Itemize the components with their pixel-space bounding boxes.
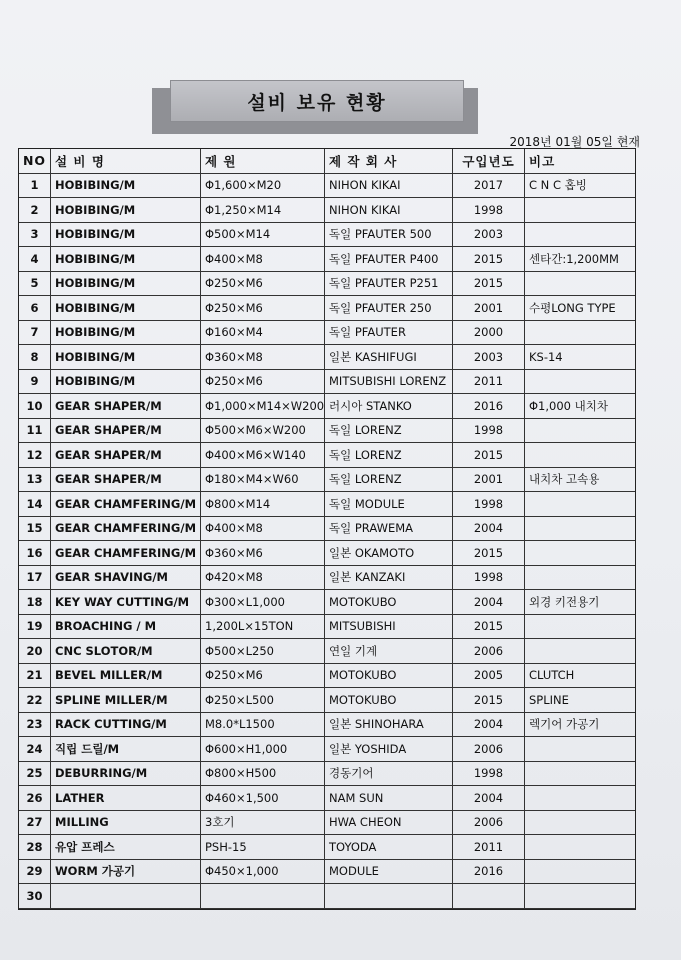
cell-year: 2003 [453,345,525,370]
cell-year: 2017 [453,174,525,199]
cell-name: DEBURRING/M [51,762,201,787]
cell-year: 1998 [453,198,525,223]
cell-maker: MOTOKUBO [325,590,453,615]
cell-year: 2000 [453,321,525,346]
cell-name: RACK CUTTING/M [51,713,201,738]
cell-year: 2015 [453,615,525,640]
cell-spec: Φ250×M6 [201,664,325,689]
cell-note [525,811,635,836]
cell-spec: Φ800×M14 [201,492,325,517]
cell-maker: NIHON KIKAI [325,174,453,199]
cell-note [525,223,635,248]
cell-note: 센타간:1,200MM [525,247,635,272]
cell-maker: NIHON KIKAI [325,198,453,223]
cell-maker: 독일 LORENZ [325,468,453,493]
banner-face [170,80,464,122]
cell-year: 2015 [453,443,525,468]
cell-maker: MITSUBISHI LORENZ [325,370,453,395]
cell-note: 수평LONG TYPE [525,296,635,321]
cell-name: LATHER [51,786,201,811]
cell-year: 2016 [453,394,525,419]
cell-no: 22 [19,688,51,713]
cell-spec: M8.0*L1500 [201,713,325,738]
cell-no: 5 [19,272,51,297]
cell-spec: Φ600×H1,000 [201,737,325,762]
header-year: 구입년도 [453,149,525,174]
cell-spec [201,884,325,909]
cell-spec: Φ400×M8 [201,517,325,542]
cell-note: C N C 홉빙 [525,174,635,199]
cell-maker: MITSUBISHI [325,615,453,640]
cell-spec: Φ300×L1,000 [201,590,325,615]
cell-spec: Φ360×M6 [201,541,325,566]
cell-year: 1998 [453,419,525,444]
cell-spec: 3호기 [201,811,325,836]
cell-name: HOBIBING/M [51,247,201,272]
cell-year: 2015 [453,541,525,566]
cell-note [525,492,635,517]
title-banner [152,80,478,134]
cell-maker: 연일 기계 [325,639,453,664]
cell-year [453,884,525,909]
cell-name: GEAR SHAPER/M [51,419,201,444]
cell-spec: Φ250×L500 [201,688,325,713]
cell-year: 1998 [453,566,525,591]
cell-name: HOBIBING/M [51,345,201,370]
cell-spec: Φ500×L250 [201,639,325,664]
cell-maker: 일본 SHINOHARA [325,713,453,738]
cell-name: HOBIBING/M [51,321,201,346]
cell-name [51,884,201,909]
cell-spec: Φ400×M6×W140 [201,443,325,468]
cell-maker: TOYODA [325,835,453,860]
header-no: NO [19,149,51,174]
cell-name: BROACHING / M [51,615,201,640]
cell-spec: Φ400×M8 [201,247,325,272]
cell-name: HOBIBING/M [51,272,201,297]
cell-maker: 경동기어 [325,762,453,787]
cell-maker: MODULE [325,860,453,885]
cell-no: 21 [19,664,51,689]
cell-no: 20 [19,639,51,664]
cell-no: 6 [19,296,51,321]
as-of-date: 2018년 01월 05일 현재 [509,135,640,149]
cell-no: 28 [19,835,51,860]
cell-no: 25 [19,762,51,787]
cell-name: GEAR SHAPER/M [51,468,201,493]
cell-maker: 일본 KASHIFUGI [325,345,453,370]
cell-spec: Φ160×M4 [201,321,325,346]
cell-spec: Φ250×M6 [201,296,325,321]
cell-no: 30 [19,884,51,909]
cell-name: WORM 가공기 [51,860,201,885]
cell-no: 12 [19,443,51,468]
cell-spec: Φ420×M8 [201,566,325,591]
cell-note [525,835,635,860]
cell-note: SPLINE [525,688,635,713]
cell-no: 10 [19,394,51,419]
cell-maker: 독일 PRAWEMA [325,517,453,542]
cell-maker: MOTOKUBO [325,688,453,713]
cell-spec: PSH-15 [201,835,325,860]
cell-year: 2006 [453,737,525,762]
cell-spec: Φ250×M6 [201,272,325,297]
cell-note: CLUTCH [525,664,635,689]
cell-note [525,370,635,395]
cell-name: GEAR SHAPER/M [51,443,201,468]
cell-spec: Φ500×M6×W200 [201,419,325,444]
header-note: 비고 [525,149,635,174]
cell-name: MILLING [51,811,201,836]
cell-no: 13 [19,468,51,493]
cell-maker: 독일 LORENZ [325,419,453,444]
cell-name: GEAR CHAMFERING/M [51,541,201,566]
cell-note: 렉기어 가공기 [525,713,635,738]
cell-maker: NAM SUN [325,786,453,811]
cell-note [525,786,635,811]
cell-no: 9 [19,370,51,395]
cell-note [525,419,635,444]
cell-note [525,884,635,909]
header-maker: 제 작 회 사 [325,149,453,174]
cell-name: BEVEL MILLER/M [51,664,201,689]
cell-year: 2015 [453,272,525,297]
cell-maker: 독일 PFAUTER 250 [325,296,453,321]
cell-spec: Φ460×1,500 [201,786,325,811]
cell-year: 1998 [453,762,525,787]
cell-spec: Φ450×1,000 [201,860,325,885]
cell-note: 외경 키전용기 [525,590,635,615]
cell-year: 2011 [453,835,525,860]
cell-maker: 독일 PFAUTER [325,321,453,346]
cell-maker: 러시아 STANKO [325,394,453,419]
header-name: 설 비 명 [51,149,201,174]
cell-no: 3 [19,223,51,248]
cell-note [525,860,635,885]
cell-no: 18 [19,590,51,615]
cell-note [525,615,635,640]
cell-name: GEAR CHAMFERING/M [51,517,201,542]
cell-maker: HWA CHEON [325,811,453,836]
cell-note [525,639,635,664]
cell-year: 2004 [453,713,525,738]
page-title: 설비 보유 현황 [247,91,387,114]
cell-note [525,737,635,762]
cell-no: 15 [19,517,51,542]
cell-spec: Φ250×M6 [201,370,325,395]
cell-year: 2003 [453,223,525,248]
cell-year: 1998 [453,492,525,517]
cell-year: 2004 [453,517,525,542]
cell-name: SPLINE MILLER/M [51,688,201,713]
cell-year: 2016 [453,860,525,885]
cell-no: 7 [19,321,51,346]
cell-no: 4 [19,247,51,272]
cell-no: 29 [19,860,51,885]
cell-year: 2011 [453,370,525,395]
cell-name: HOBIBING/M [51,174,201,199]
cell-maker: 독일 PFAUTER P251 [325,272,453,297]
cell-note: 내치차 고속용 [525,468,635,493]
cell-year: 2004 [453,590,525,615]
cell-year: 2015 [453,688,525,713]
cell-note [525,541,635,566]
cell-no: 14 [19,492,51,517]
cell-maker: MOTOKUBO [325,664,453,689]
cell-name: HOBIBING/M [51,223,201,248]
cell-no: 8 [19,345,51,370]
cell-spec: Φ500×M14 [201,223,325,248]
cell-note [525,272,635,297]
cell-year: 2001 [453,296,525,321]
cell-name: CNC SLOTOR/M [51,639,201,664]
cell-no: 19 [19,615,51,640]
equipment-table [18,148,636,910]
cell-spec: Φ1,600×M20 [201,174,325,199]
cell-spec: Φ1,000×M14×W200 [201,394,325,419]
cell-year: 2001 [453,468,525,493]
cell-maker: 일본 KANZAKI [325,566,453,591]
cell-no: 2 [19,198,51,223]
cell-no: 23 [19,713,51,738]
cell-note [525,198,635,223]
header-spec: 제 원 [201,149,325,174]
cell-year: 2004 [453,786,525,811]
cell-maker: 일본 OKAMOTO [325,541,453,566]
cell-spec: Φ800×H500 [201,762,325,787]
cell-name: HOBIBING/M [51,296,201,321]
cell-no: 11 [19,419,51,444]
cell-no: 1 [19,174,51,199]
cell-year: 2006 [453,639,525,664]
cell-name: 직립 드릴/M [51,737,201,762]
cell-note [525,762,635,787]
cell-maker: 독일 PFAUTER 500 [325,223,453,248]
cell-maker: 독일 MODULE [325,492,453,517]
cell-no: 17 [19,566,51,591]
cell-no: 24 [19,737,51,762]
cell-note: Φ1,000 내치차 [525,394,635,419]
cell-spec: Φ1,250×M14 [201,198,325,223]
cell-note [525,517,635,542]
cell-maker: 독일 PFAUTER P400 [325,247,453,272]
cell-note [525,443,635,468]
cell-no: 27 [19,811,51,836]
cell-name: GEAR SHAPER/M [51,394,201,419]
cell-year: 2006 [453,811,525,836]
cell-year: 2015 [453,247,525,272]
cell-spec: Φ180×M4×W60 [201,468,325,493]
cell-no: 16 [19,541,51,566]
cell-maker: 독일 LORENZ [325,443,453,468]
cell-year: 2005 [453,664,525,689]
cell-name: HOBIBING/M [51,198,201,223]
cell-maker: 일본 YOSHIDA [325,737,453,762]
cell-name: KEY WAY CUTTING/M [51,590,201,615]
cell-name: HOBIBING/M [51,370,201,395]
cell-no: 26 [19,786,51,811]
cell-note [525,321,635,346]
cell-name: GEAR SHAVING/M [51,566,201,591]
cell-name: 유압 프레스 [51,835,201,860]
cell-spec: Φ360×M8 [201,345,325,370]
cell-note: KS-14 [525,345,635,370]
cell-note [525,566,635,591]
cell-maker [325,884,453,909]
cell-name: GEAR CHAMFERING/M [51,492,201,517]
cell-spec: 1,200L×15TON [201,615,325,640]
